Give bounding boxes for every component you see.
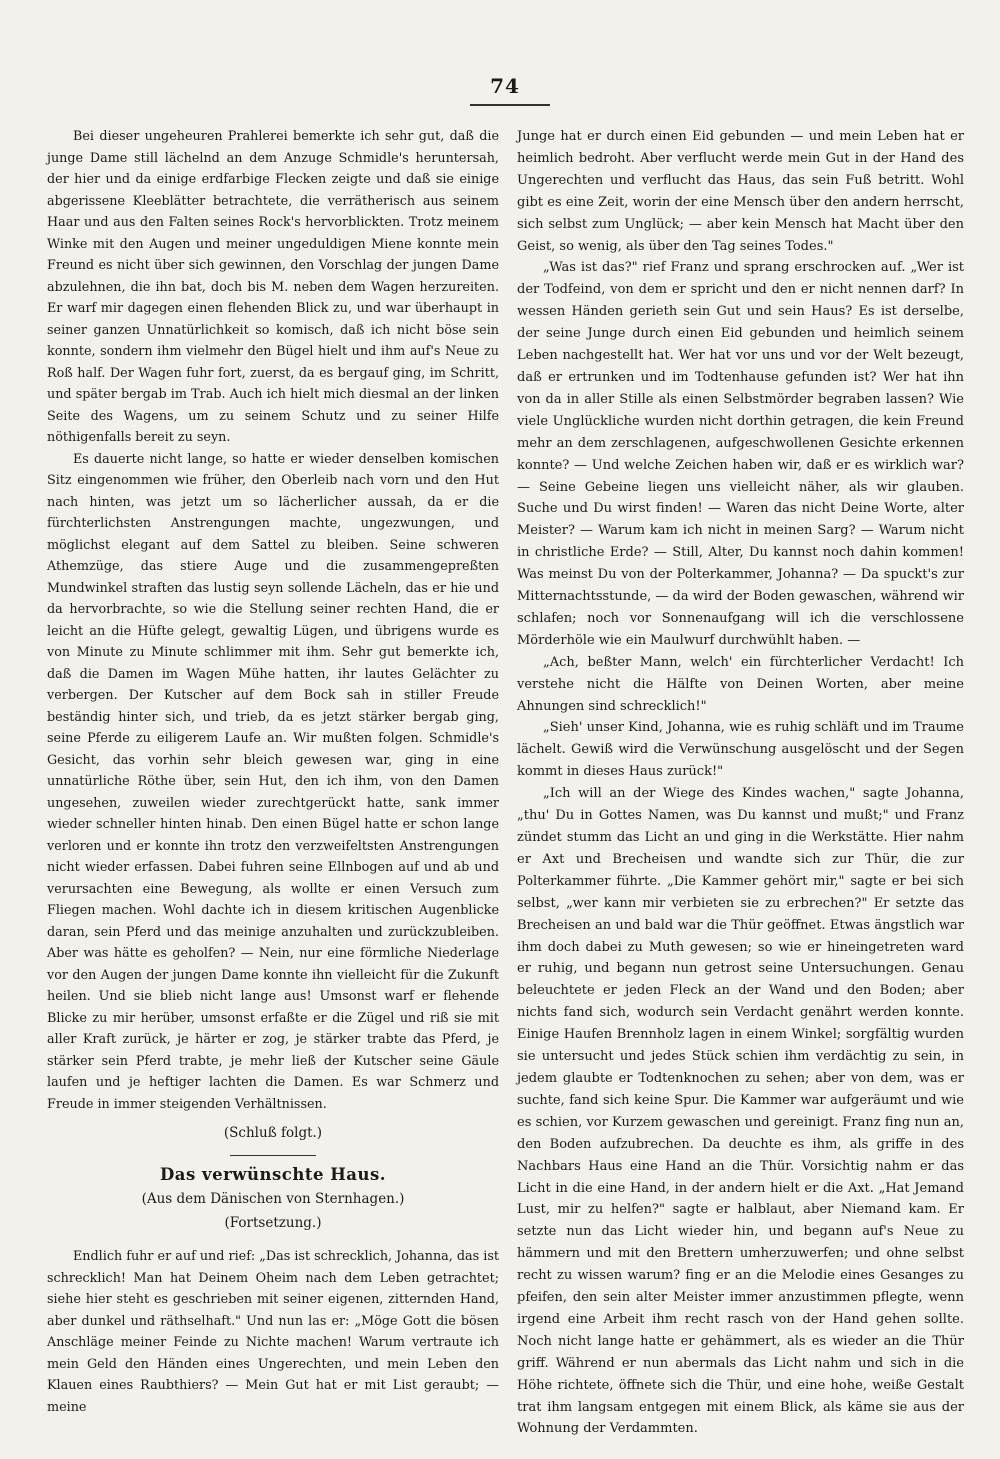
paragraph: „Was ist das?" rief Franz und sprang erschrocken auf. „Wer ist der Todfeind, von dem er spricht und den er nicht nennen darf? In wessen Händen gerieth sein Gut und sein Haus? Es ist derselbe, der seine Junge durch einen Eid gebunden und heimlich seinem Leben nachgestellt hat. Wer hat vor uns und vor der Welt bezeugt, daß er ertrunken und im Todtenhause gefunden ist? Wer hat ihn von da in aller Stille als einen Selbstmörder begraben lassen? Wie viele Unglückliche wurden nicht dorthin getragen, die kein Freund mehr an dem zerschlagenen, aufgeschwollenen Gesichte erkennen konnte? — Und welche Zeichen haben wir, daß er es wirklich war? — Seine Gebeine liegen uns vielleicht näher, als wir glauben. Suche und Du wirst finden! — Waren das nicht Deine Worte, alter Meister? — Warum kam ich nicht in meinen Sarg? — Warum nicht in christliche Erde? — Still, Alter, Du kannst noch dahin kommen! Was meinst Du von der Polterkammer, Johanna? — Da spuckt's zur Mitternachtsstunde, — da wird der Boden gewaschen, während wir schlafen; noch vor Sonnenaufgang will ich die verschlossene Mörderhöle wie ein Maulwurf durchwühlt haben. — — [517, 260, 965, 648]
page-number-rule — [470, 104, 550, 106]
paragraph: Junge hat er durch einen Eid gebunden — und mein Leben hat er heimlich bedroht. Aber verflucht werde mein Gut in der Hand des Ungerechten und verflucht das Haus, das sein Fuß betritt. Wohl gibt es eine Zeit, worin der eine Mensch über den andern herrscht, sich selbst zum Unglück; — aber kein Mensch hat Macht über den Geist, so wenig, als über den Tag seines Todes." — [517, 129, 964, 254]
spacer — [47, 1236, 499, 1246]
story-status: (Fortsetzung.) — [224, 1214, 322, 1231]
paragraph: „Sieh' unser Kind, Johanna, wie es ruhig schläft und im Traume lächelt. Gewiß wird die Verwünschung ausgelöscht und der Segen kommt in dieses Haus zurück!" — [517, 720, 964, 780]
section-divider — [230, 1155, 316, 1156]
paragraph: Bei dieser ungeheuren Prahlerei bemerkte ich sehr gut, daß die junge Dame still lächelnd an dem Anzuge Schmidle's heruntersah, der hier und da einige erdfarbige Flecken zeigte und daß sie einige abgerissene Kleeblätter betrachtete, die verrätherisch aus seinem Haar und aus den Falten seines Rock's hervorblickten. Trotz meinem Winke mit den Augen und meiner ungeduldigen Miene konnte mein Freund es nicht über sich gewinnen, den Vorschlag der jungen Dame abzulehnen, die ihn bat, doch bis M. neben dem Wagen herzureiten. Er warf mir dagegen einen flehenden Blick zu, und war überhaupt in seiner ganzen Unnatürlichkeit so komisch, daß ich nicht böse sein konnte, sondern ihm vielmehr den Bügel hielt und ihm auf's Neue zu Roß half. Der Wagen fuhr fort, zuerst, da es bergauf ging, im Schritt, und später bergab im Trab. Auch ich hielt mich diesmal an der linken Seite des Wagens, um zu seinem Schutz und zu seiner Hilfe nöthigenfalls bereit zu seyn. — [47, 129, 499, 445]
continuation-note: (Schluß folgt.) — [223, 1125, 323, 1141]
paragraph: Es dauerte nicht lange, so hatte er wieder denselben komischen Sitz eingenommen wie früher, den Oberleib nach vorn und den Hut nach hinten, was jetzt um so lächerlicher aussah, da er die fürchterlichsten Anstrengungen machte, ungezwungen, und möglichst elegant auf dem Sattel zu bleiben. Seine schweren Athemzüge, das stiere Auge und die zusammengepreßten Mundwinkel straften das lustig seyn sollende Lächeln, das er hie und da hervorbrachte, so wie die Stellung seiner rechten Hand, die er leicht an die Hüfte gelegt, gewaltig Lügen, und übrigens wurde es von Minute zu Minute schlimmer mit ihm. Sehr gut bemerkte ich, daß die Damen im Wagen Mühe hatten, ihr lautes Gelächter zu verbergen. Der Kutscher auf dem Bock sah in stiller Freude beständig hinter sich, und trieb, da es jetzt stärker bergab ging, seine Pferde zu eiligerem Laufe an. Wir mußten folgen. Schmidle's Gesicht, das vorhin sehr bleich gewesen war, ging in eine unnatürliche Röthe über, sein Hut, den ich ihm, von den Damen ungesehen, zuweilen wieder zurechtgerückt hatte, sank immer wieder schneller hinten hinab. Den einen Bügel hatte er schon lange verloren und er konnte ihn trotz den verzweifeltsten Anstrengungen nicht wieder erfassen. Dabei fuhren seine Ellnbogen auf und ab und verursachten eine Bewegung, als wollte er einen Versuch zum Fliegen machen. Wohl dachte ich in diesem kritischen Augenblicke daran, sein Pferd und das meinige anzuhalten und zurückzubleiben. Aber was hätte es geholfen? — Nein, nur eine förmliche Niederlage vor den Augen der jungen Dame konnte ihn vielleicht für die Zukunft heilen. Und sie blieb nicht lange aus! Umsonst warf er flehende Blicke zu mir herüber, umsonst erfaßte er die Zügel und riß sie mit aller Kraft zurück, je härter er zog, je stärker trabte das Pferd, je stärker sein Pferd trabte, je mehr ließ der Kutscher seine Gäule laufen und je heftiger lachten die Damen. Es war Schmerz und Freude in immer steigenden Verhältnissen. — [47, 451, 499, 1112]
paragraph: „Ich will an der Wiege des Kindes wachen," sagte Johanna, „thu' Du in Gottes Namen, was Du kannst und mußt;" und Franz zündet stumm das Licht an und ging in die Werkstätte. Hier nahm er Axt und Brecheisen und wandte sich zur Thür, die zur Polterkammer führte. „Die Kammer gehört mir," sagte er bei sich selbst, „wer kann mir verbieten sie zu erbrechen?" Er setzte das Brecheisen an und bald war die Thür geöffnet. Etwas ängstlich war ihm doch dabei zu Muth gewesen; so wie er hineingetreten ward er ruhig, und begann nun getrost seine Untersuchungen. Genau beleuchtete er jeden Fleck an der Wand und den Boden; aber nichts fand sich, wodurch sein Verdacht genährt werden konnte. Einige Haufen Brennholz lagen in einem Winkel; sorgfältig wurden sie untersucht und jedes Stück schien ihm verdächtig zu sein, in jedem glaubte er Todtenknochen zu sehen; aber von dem, was er suchte, fand sich keine Spur. Die Kammer war aufgeräumt und wie es schien, vor Kurzem gewaschen und gereinigt. Franz fing nun an, den Boden aufzubrechen. Da deuchte es ihm, als griffe in des Nachbars Haus eine Hand an die Thür. Vorsichtig nahm er das Licht in die eine Hand, in der andern hielt er die Axt. „Hat Jemand Lust, mir zu helfen?" sagte er halblaut, aber Niemand kam. Er setzte nun das Licht wieder hin, und begann auf's Neue zu hämmern und mit den Brettern umherzuwerfen; und ohne selbst recht zu wissen warum? fing er an die Melodie eines Gesanges zu pfeifen, den sein alter Meister immer anzustimmen pflegte, wenn irgend eine Arbeit ihm recht rasch von der Hand gehen sollte. Noch nicht lange hatte er gehämmert, als es wieder an die Thür griff. Während er nun abermals das Licht nahm und sich in die Höhe richtete, öffnete sich die Thür, und eine hohe, weiße Gestalt trat ihm langsam entgegen mit einem Blick, als käme sie aus der Wohnung der Verdammten. — [517, 786, 964, 1437]
story-source: (Aus dem Dänischen von Sternhagen.) — [141, 1191, 405, 1207]
paragraph: „Ach, beßter Mann, welch' ein fürchterlicher Verdacht! Ich verstehe nicht die Hälfte von Deinen Worten, aber meine Ahnungen sind schrecklich!" — [517, 654, 964, 714]
left-column — [47, 126, 499, 1418]
right-column — [517, 126, 964, 1440]
story-title: Das verwünschte Haus. — [159, 1164, 386, 1184]
paragraph: Endlich fuhr er auf und rief: „Das ist schrecklich, Johanna, das ist schrecklich! Man hat Deinem Oheim nach dem Leben getrachtet; siehe hier steht es geschrieben mit seiner eigenen, zitternden Hand, aber dunkel und räthselhaft." Und nun las er: „Möge Gott die bösen Anschläge meiner Feinde zu Nichte machen! Warum vertraute ich mein Geld den Händen eines Ungerechten, und mein Leben den Klauen eines Raubthiers? — Mein Gut hat er mit List geraubt; — meine — [47, 1249, 499, 1415]
page-number: 74 — [490, 74, 520, 98]
